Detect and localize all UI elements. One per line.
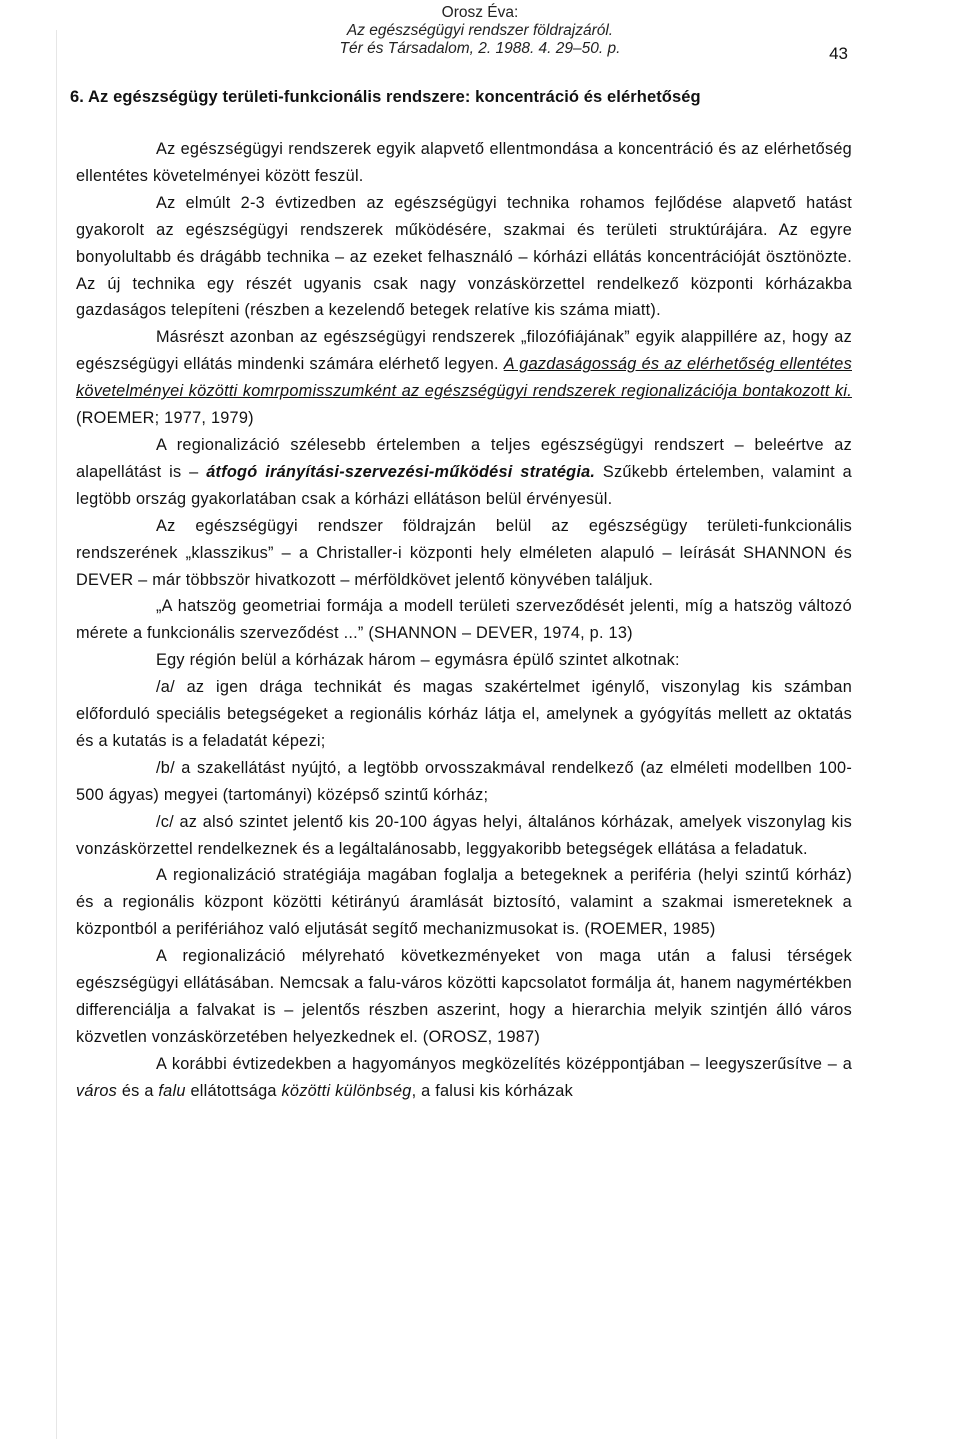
paragraph: [76, 324, 852, 432]
emphasis-text: város: [76, 1081, 118, 1100]
paragraph: Az egészségügyi rendszer földrajzán belül az egészségügy területi-funkcionális rendszerének „klasszikus” – a Christaller-i központi hely elméleten alapuló – leírását SHANNON és DEVER – már többször hivatkozott – mérföldkövet jelentő könyvében találjuk.: [76, 516, 852, 589]
text-run: Másrészt azonban az egészségügyi rendszerek „filozófiájának” egyik alappillére az, hogy az egészségügyi ellátás mindenki számára elérhető legyen.: [76, 328, 852, 374]
text-run: Szűkebb értelemben, valamint a legtöbb ország gyakorlatában csak a kórházi ellátáson belül érvényesül.: [76, 462, 852, 508]
page-number: 43: [829, 44, 848, 63]
list-item: /a/ az igen drága technikát és magas szakértelmet igénylő, viszonylag kis számban előforduló speciális betegségeket a regionális kórház látja el, amelynek a gyógyítás mellett az oktatás és a kutatás is a feladatát képezi;: [76, 678, 852, 750]
paragraph: [76, 432, 852, 513]
quote-paragraph: „A hatszög geometriai formája a modell területi szerveződését jelenti, míg a hatszög változó mérete a funkcionális szerveződést ...” (SHANNON – DEVER, 1974, p. 13): [76, 597, 852, 643]
text-run: és a: [117, 1081, 159, 1100]
citation: (ROEMER; 1977, 1979): [76, 409, 254, 428]
page-edge-line: [56, 30, 57, 1439]
paragraph: [76, 1051, 852, 1105]
header-source: Tér és Társadalom, 2. 1988. 4. 29–50. p.: [339, 40, 621, 57]
header-title: Az egészségügyi rendszer földrajzáról.: [346, 22, 614, 39]
text-run: A korábbi évtizedekben a hagyományos megközelítés középpontjában – leegyszerűsítve – a: [156, 1054, 852, 1073]
paragraph: Az elmúlt 2-3 évtizedben az egészségügyi technika rohamos fejlődése alapvető hatást gyakorolt az egészségügyi rendszerek működésére, szakmai és területi struktúrájára. Az egyre bonyolultabb és drágább technika – az ezeket felhasználó – kórházi ellátás koncentrációját ösztönözte. Az új technika egy részét ugyanis csak nagy vonzáskörzettel rendelkező központi kórházakba gazdaságos telepíteni (részben a kezelendő betegek relatíve kis száma miatt).: [76, 193, 852, 320]
section-heading: 6. Az egészségügy területi-funkcionális rendszere: koncentráció és elérhetőség: [70, 88, 701, 106]
emphasis-text: közötti különbség: [281, 1081, 412, 1100]
paragraph: Egy régión belül a kórházak három – egymásra épülő szintet alkotnak:: [156, 651, 680, 670]
paragraph: A regionalizáció stratégiája magában foglalja a betegeknek a periféria (helyi szintű kórház) és a regionális központ közötti kétirányú áramlását biztosító, valamint a szakmai ismereteknek a központból a perifériához való eljutását segítő mechanizmusokat is. (ROEMER, 1985): [76, 866, 852, 939]
header-author: Orosz Éva:: [441, 4, 519, 21]
emphasis-text: falu: [158, 1081, 186, 1100]
running-header: [200, 4, 760, 58]
emphasis-text: A gazdaságosság és az elérhetőség ellentétes követelményei közötti komrpomisszumként az egészségügyi rendszerek regionalizációja bontakozott ki.: [76, 355, 852, 401]
emphasis-text: átfogó irányítási-szervezési-működési stratégia.: [206, 462, 596, 481]
text-run: ellátottsága: [185, 1081, 282, 1100]
list-item: /c/ az alsó szintet jelentő kis 20-100 ágyas helyi, általános kórházak, amelyek viszonylag kis vonzáskörzettel rendelkeznek és a legáltalánosabb, leggyakoribb betegségek ellátása a feladatuk.: [76, 812, 852, 858]
paragraph: Az egészségügyi rendszerek egyik alapvető ellentmondása a koncentráció és az elérhetőség ellentétes követelményei között feszül.: [76, 140, 852, 185]
text-run: A regionalizáció szélesebb értelemben a teljes egészségügyi rendszert – beleértve az alapellátást is –: [76, 435, 852, 481]
list-item: /b/ a szakellátást nyújtó, a legtöbb orvosszakmával rendelkező (az elméleti modellben 100-500 ágyas) megyei (tartományi) középső szintű kórház;: [76, 758, 852, 804]
text-run: , a falusi kis kórházak: [411, 1081, 573, 1100]
body-text: [76, 136, 852, 1105]
paragraph: A regionalizáció mélyreható következményeket von maga után a falusi térségek egészségügyi ellátásában. Nemcsak a falu-város közötti kapcsolatot formálja át, hanem nagymértékben differenciálja a falvakat is – jelentős részben aszerint, hogy a hierarchia melyik szintjén álló város közvetlen vonzáskörzetében helyezkednek el. (OROSZ, 1987): [76, 947, 852, 1046]
